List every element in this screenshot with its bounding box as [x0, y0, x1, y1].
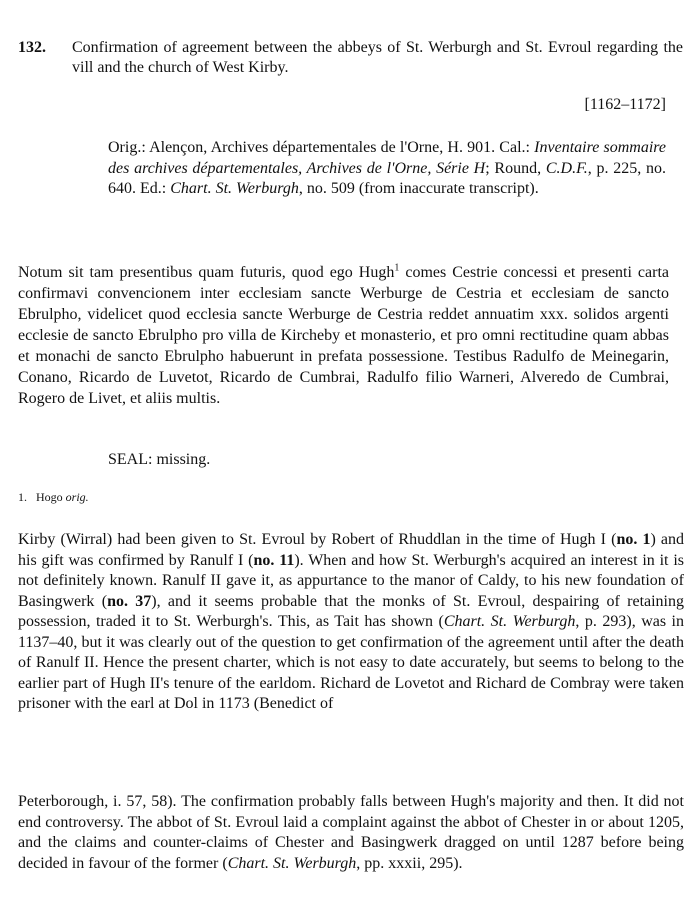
commentary-text-1: Kirby (Wirral) had been given to St. Evroul by Robert of Rhuddlan in the time of Hugh I ( — [18, 531, 617, 548]
entry-title: Confirmation of agreement between the abbeys of St. Werburgh and St. Evroul regarding the vill and the church of West Kirby. — [72, 39, 683, 76]
charter-text — [18, 262, 669, 409]
commentary — [18, 530, 684, 715]
sources-cdf: C.D.F. — [545, 159, 588, 177]
sources-block — [108, 138, 666, 200]
charter-part-2: comes Cestrie concessi et presenti carta confirmavi convencionem inter ecclesiam sancte Werburge de Cestria et ecclesiam de sancto Ebrulpho, videlicet quod ecclesia sancte Werburge de Cestria reddet annuatim xxx. solidos argenti ecclesie de sancto Ebrulpho pro villa de Kircheby et monasterio, et pro omni rectitudine quam abbas et monachi de sancto Ebrulpho habuerunt in prefata possessione. Testibus Radulfo de Meinegarin, Conano, Ricardo de Luvetot, Ricardo de Cumbrai, Radulfo filio Warneri, Alveredo de Cumbrai, Rogero de Livet, et aliis multis. — [18, 264, 670, 407]
ref-no-37: no. 37 — [107, 592, 152, 610]
entry-date: [1162–1172] — [584, 96, 666, 113]
seal-note: SEAL: missing. — [108, 451, 211, 468]
continuation-text-1: Peterborough, i. 57, 58). The confirmation probably falls between Hugh's majority and then. It did not end controversy. The abbot of St. Evroul laid a complaint against the abbot of Chester in or about 1205, and the claims and counter-claims of Chester and Basingwerk dragged on until 1287 before being decided in favour of the former ( — [18, 793, 684, 872]
sources-cal-title: Inventaire sommaire des archives départementales, Archives de l'Orne, Série H — [108, 139, 667, 177]
entry-heading — [18, 38, 683, 78]
commentary-text-3: ). When and how St. Werburgh's acquired an interest in it is not definitely known. Ranulf II gave it, as appurtance to the manor of Caldy, to his new foundation of Basingwerk ( — [18, 551, 684, 610]
footnote-italic: orig. — [65, 490, 89, 504]
charter-part-1: Notum sit tam presentibus quam futuris, quod ego Hugh — [18, 264, 395, 281]
sources-orig: Orig.: Alençon, Archives départementales de l'Orne, H. 901. Cal.: — [108, 139, 535, 156]
sources-round-post: , p. 225, no. 640. Ed.: — [108, 159, 667, 197]
sources-edition-post: , no. 509 (from inaccurate transcript). — [298, 180, 539, 197]
footnote-number: 1. — [18, 490, 27, 504]
commentary-continuation — [18, 792, 684, 874]
footnote-marker: 1 — [394, 262, 400, 274]
sources-edition-title: Chart. St. Werburgh — [170, 180, 299, 197]
footnote-text: Hogo — [36, 490, 63, 504]
commentary-text-5: , p. 293), was in 1137–40, but it was clearly out of the question to get confirmation of the agreement until after the death of Ranulf II. Hence the present charter, which is not easy to date accurately, but seems to belong to the earlier part of Hugh II's tenure of the earldom. Richard de Lovetot and Richard de Combray were taken prisoner with the earl at Dol in 1173 (Benedict of — [18, 613, 684, 712]
ref-chart-st-werburgh: Chart. St. Werburgh — [443, 613, 576, 630]
entry-number: 132. — [18, 39, 46, 56]
footnote — [18, 490, 89, 505]
commentary-text-4: ), and it seems probable that the monks of St. Evroul, despairing of retaining possession, traded it to St. Werburgh's. This, as Tait has shown ( — [18, 592, 685, 630]
continuation-text-2: , pp. xxxii, 295). — [356, 854, 463, 872]
ref-no-11: no. 11 — [253, 551, 295, 569]
sources-round-pre: ; Round, — [485, 159, 546, 177]
continuation-ref: Chart. St. Werburgh — [227, 854, 357, 872]
ref-no-1: no. 1 — [616, 531, 651, 548]
commentary-text-2: ) and his gift was confirmed by Ranulf I ( — [18, 531, 684, 569]
